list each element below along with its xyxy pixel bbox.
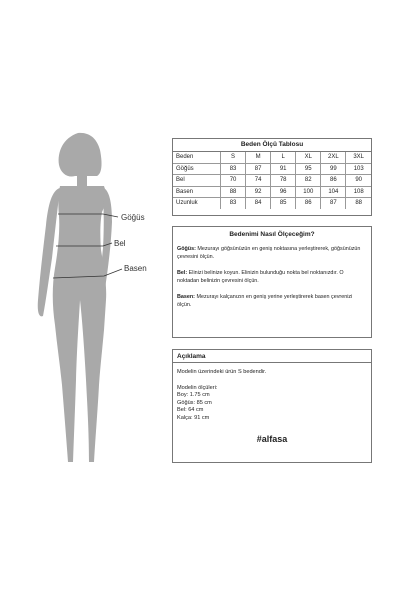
size-row-label: Basen <box>173 186 221 198</box>
size-cell: 88 <box>221 186 246 198</box>
size-cell: 92 <box>246 186 271 198</box>
hip-label: Basen <box>124 264 147 273</box>
size-cell: 103 <box>346 163 371 175</box>
description-box <box>172 349 372 463</box>
size-cell: 87 <box>321 198 346 209</box>
size-header-row <box>173 152 371 163</box>
size-cell: 86 <box>321 175 346 187</box>
waist-text: Elinizi belinize koyun. Elinizin bulunduğu nokta bel noktanızdır. O noktadan belinizin çevresini ölçün. <box>177 270 344 284</box>
size-row <box>173 198 371 209</box>
model-hip: Kalça: 91 cm <box>177 414 210 421</box>
size-cell: 91 <box>271 163 296 175</box>
size-chart-table <box>173 152 371 209</box>
size-row-label: Göğüs <box>173 163 221 175</box>
waist-term: Bel: <box>177 270 188 276</box>
measure-guide-title: Bedenimi Nasıl Ölçeceğim? <box>229 231 315 238</box>
size-cell: 70 <box>221 175 246 187</box>
size-cell: 95 <box>296 163 321 175</box>
hair-shape <box>59 133 102 177</box>
size-cell: 104 <box>321 186 346 198</box>
size-row-label: Uzunluk <box>173 198 221 209</box>
measure-guide <box>172 226 372 338</box>
hip-instruction <box>177 293 367 309</box>
size-row <box>173 175 371 187</box>
size-row-label: Bel <box>173 175 221 187</box>
waist-label: Bel <box>114 239 126 248</box>
size-cell: 88 <box>355 200 363 207</box>
body-shape <box>53 186 106 462</box>
model-waist: Bel: 64 cm <box>177 407 204 413</box>
size-cell: 83 <box>221 198 246 209</box>
size-cell: 84 <box>246 198 271 209</box>
size-cell: 78 <box>271 175 296 187</box>
size-cell: S <box>221 152 246 163</box>
size-cell: 99 <box>321 163 346 175</box>
model-chest: Göğüs: 85 cm <box>177 399 212 406</box>
size-cell: XL <box>296 152 321 163</box>
hip-text: Mezurayı kalçanızın en geniş yerine yerleştirerek basen çevrenizi ölçün. <box>177 294 353 308</box>
size-cell: 3XL <box>346 152 371 163</box>
waist-instruction <box>177 269 367 285</box>
size-row <box>173 163 371 175</box>
chest-instruction <box>177 245 367 261</box>
size-cell: L <box>271 152 296 163</box>
size-cell: 90 <box>346 175 371 187</box>
chest-text: Mezurayı göğsünüzün en geniş noktasına yerleştirerek, göğsünüzün çevresini ölçün. <box>177 246 361 260</box>
neck-shape <box>77 172 87 186</box>
size-cell: 86 <box>296 198 321 209</box>
size-row <box>173 186 371 198</box>
size-cell: 100 <box>296 186 321 198</box>
size-cell: 83 <box>221 163 246 175</box>
model-size-text: Modelin üzerindeki ürün S bedendir. <box>177 369 267 375</box>
chest-label: Göğüs <box>121 213 145 222</box>
size-cell: 82 <box>296 175 321 187</box>
model-height: Boy: 1.75 cm <box>177 392 210 398</box>
size-cell: 2XL <box>321 152 346 163</box>
size-cell: 85 <box>271 198 296 209</box>
size-cell: 96 <box>271 186 296 198</box>
size-cell: 74 <box>246 175 271 187</box>
model-measurements-heading: Modelin ölçüleri: <box>177 384 218 391</box>
size-chart-title: Beden Ölçü Tablosu <box>173 139 371 152</box>
size-cell: M <box>246 152 271 163</box>
hip-term: Basen: <box>177 294 195 300</box>
chest-term: Göğüs: <box>177 246 196 252</box>
size-cell: 108 <box>346 186 371 198</box>
description-title: Açıklama <box>173 353 371 363</box>
model-silhouette <box>0 0 170 600</box>
size-cell: 87 <box>246 163 271 175</box>
size-row-label: Beden <box>173 152 221 163</box>
brand-hashtag: #alfasa <box>256 434 288 444</box>
size-chart <box>172 138 372 216</box>
